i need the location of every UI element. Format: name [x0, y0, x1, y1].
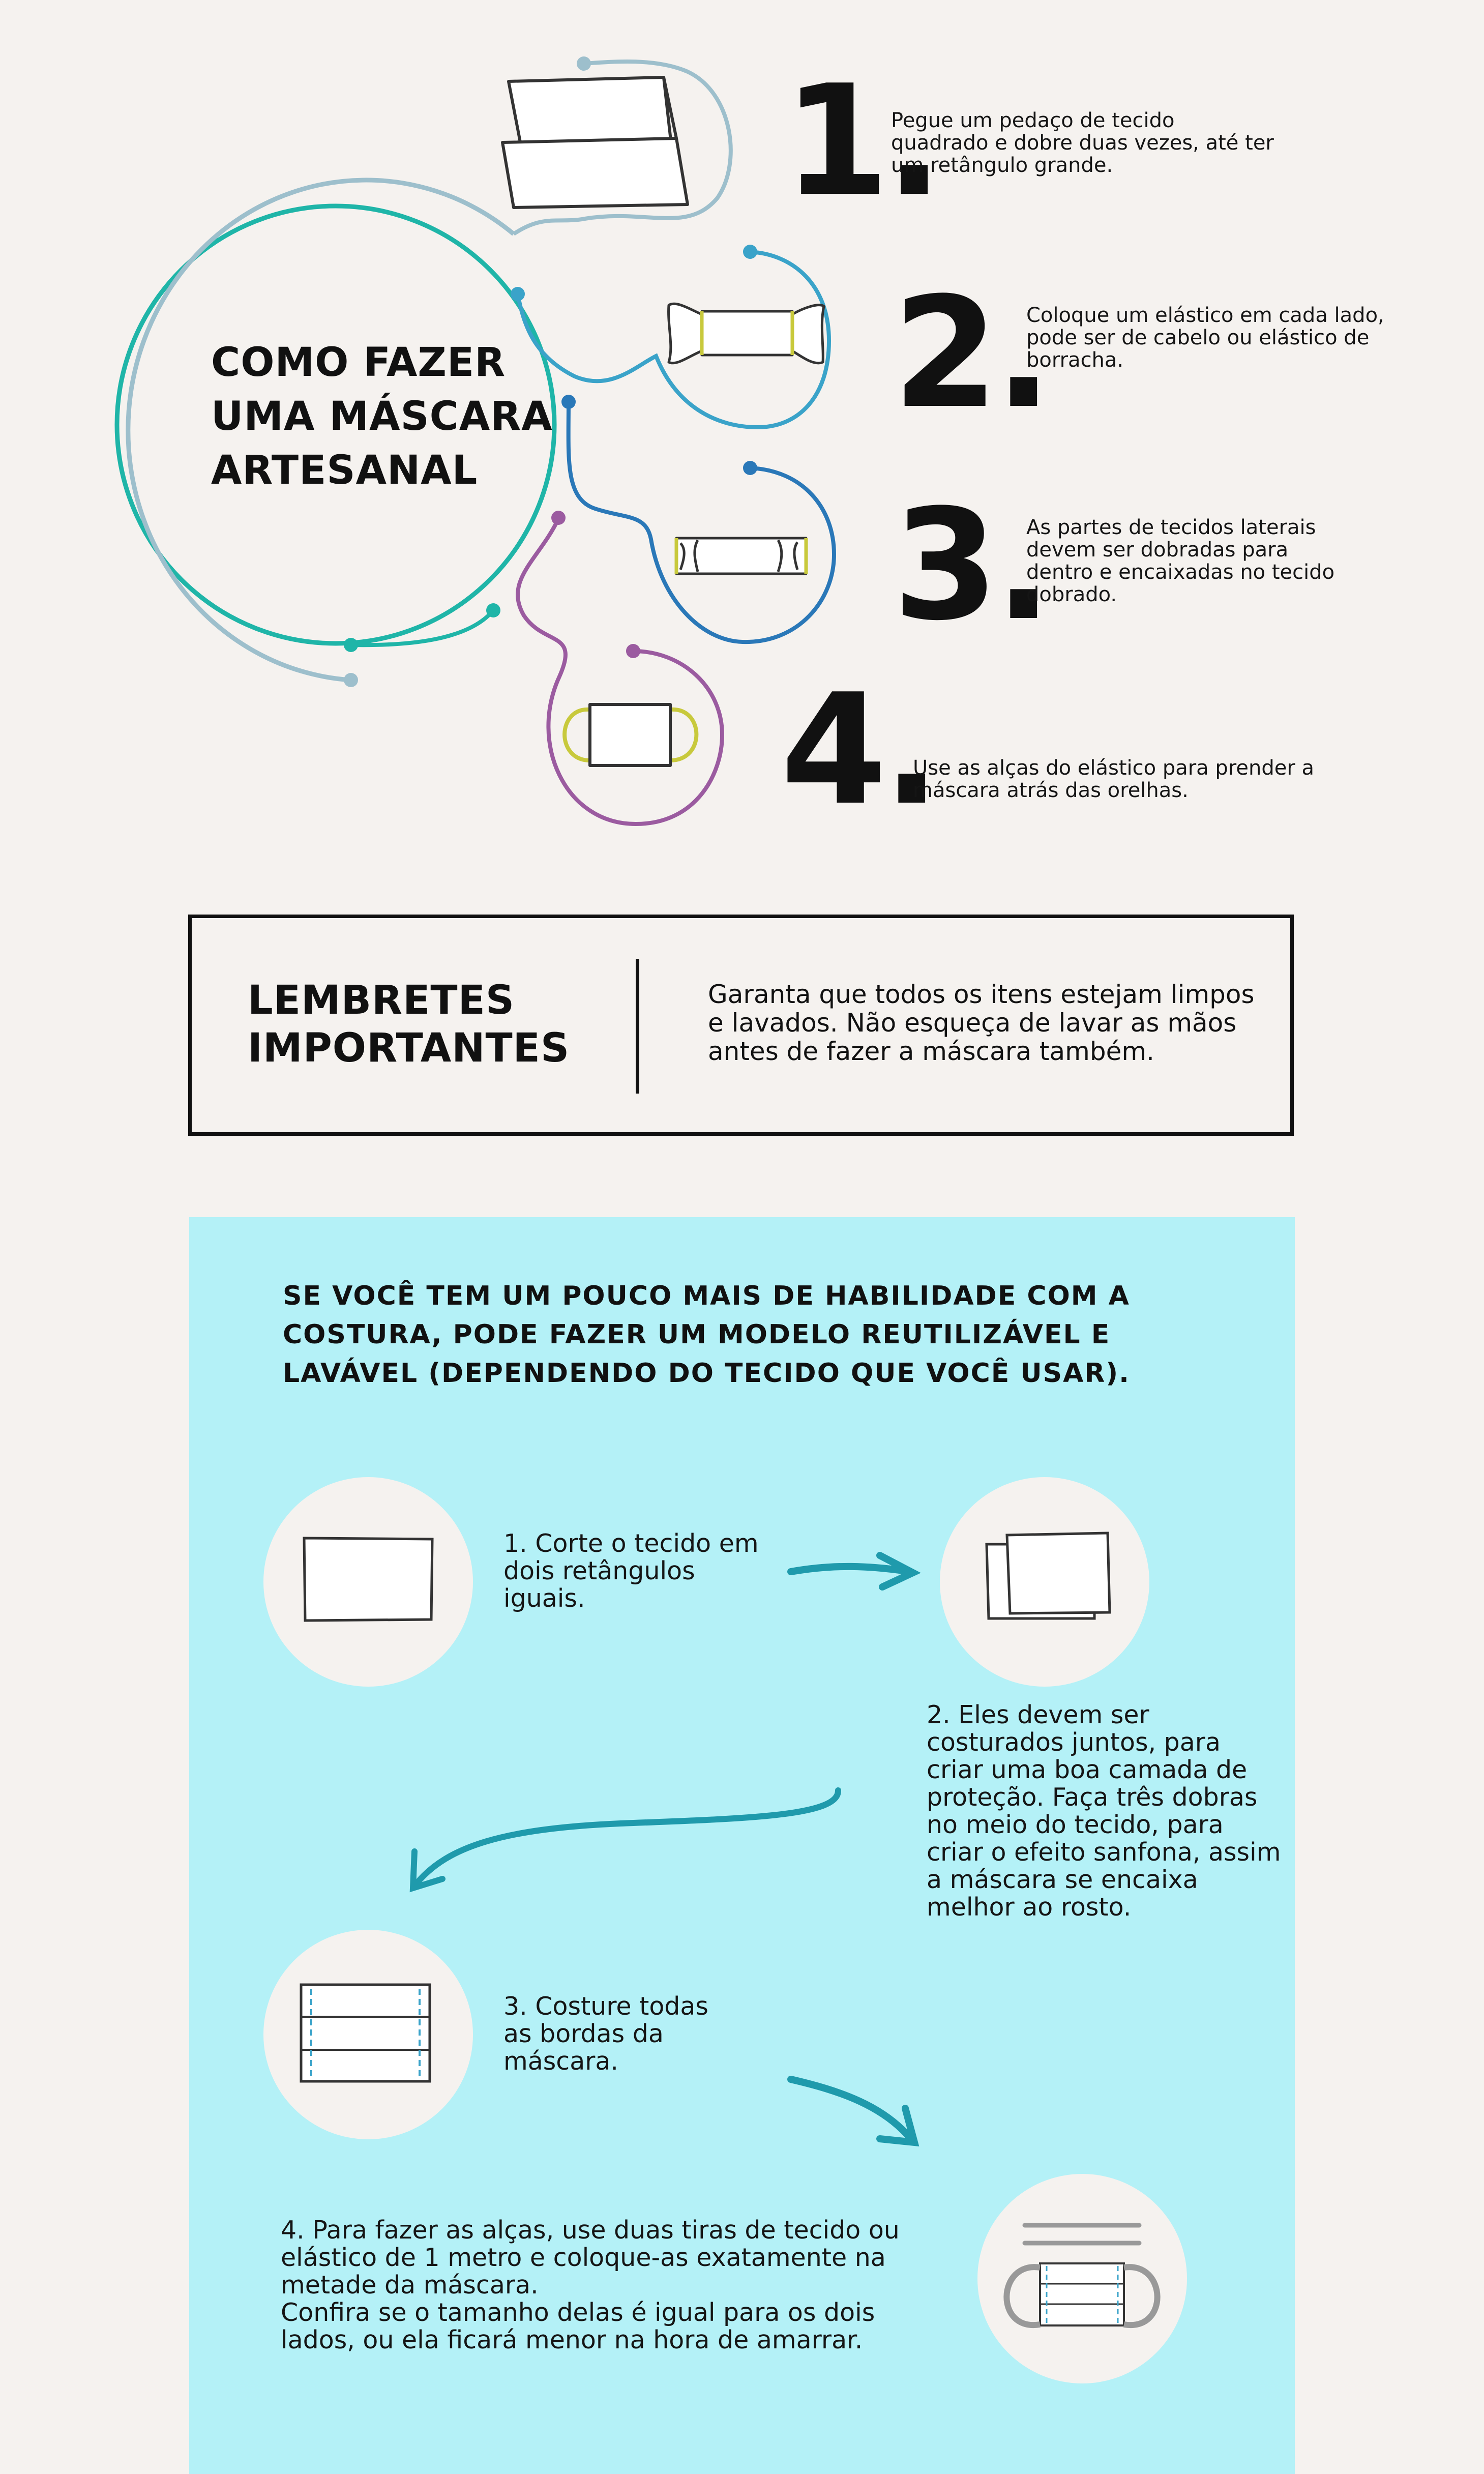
- step4-number: 4.: [781, 661, 937, 839]
- outer-arc-dot: [344, 673, 358, 687]
- folded-fabric-icon: [502, 77, 688, 208]
- sew-step2-text: 2. Eles devem ser costurados juntos, para criar uma boa camada de proteção. Faça três dobras no meio do tecido, para criar o efeito sanfona, assim a máscara se encaixa melhor ao rosto.: [927, 1700, 1281, 1922]
- sew-step2-circle: [940, 1477, 1149, 1687]
- step3-number: 3.: [893, 477, 1049, 654]
- fabric-with-elastic-icon: [669, 304, 824, 363]
- step2-text: Coloque um elástico em cada lado, pode ser de cabelo ou elástico de borracha.: [1026, 304, 1384, 372]
- sew-step3-circle: [263, 1930, 473, 2139]
- step1-dot: [577, 56, 591, 71]
- reminder-title: [248, 977, 604, 1072]
- reminder-box: [188, 915, 1294, 1136]
- sew-step1-text: 1. Corte o tecido em dois retângulos iguais.: [503, 1529, 759, 1613]
- step4-dot-b: [626, 644, 640, 658]
- sew-step1-circle: [263, 1477, 473, 1687]
- step4-text: Use as alças do elástico para prender a máscara atrás das orelhas.: [913, 756, 1314, 802]
- reminder-text: Garanta que todos os itens estejam limpos e lavados. Não esqueça de lavar as mãos antes de fazer a máscara também.: [708, 980, 1255, 1066]
- step3-text: As partes de tecidos laterais devem ser dobradas para dentro e encaixadas no tecido dobrado.: [1026, 516, 1335, 606]
- reminder-divider: [636, 959, 639, 1094]
- sew-step4-circle: [977, 2174, 1187, 2383]
- step2-dot-b: [743, 245, 757, 259]
- sew-step4-text: 4. Para fazer as alças, use duas tiras de tecido ou elástico de 1 metro e coloque-as exatamente na metade da máscara. Confira se o tamanho delas é igual para os dois lados, ou ela ficará menor na hora de amarrar.: [281, 2216, 900, 2354]
- step3-connector: [569, 402, 834, 642]
- step3-dot-b: [743, 461, 757, 475]
- teal-dot-a: [344, 638, 358, 652]
- step1-text: Pegue um pedaço de tecido quadrado e dobre duas vezes, até ter um retângulo grande.: [891, 109, 1274, 177]
- sewing-header: SE VOCÊ TEM UM POUCO MAIS DE HABILIDADE COM A COSTURA, PODE FAZER UM MODELO REUTILIZÁVEL E LAVÁVEL (DEPENDENDO DO TECIDO QUE VOCÊ USAR).: [283, 1281, 1130, 1389]
- finished-mask-icon: [565, 704, 696, 765]
- step2-number: 2.: [893, 264, 1049, 442]
- teal-dot-b: [486, 603, 500, 617]
- sew-step3-text: 3. Costure todas as bordas da máscara.: [503, 1992, 708, 2076]
- page-title: COMO FAZER UMA MÁSCARA ARTESANAL: [211, 340, 553, 493]
- step2-dot-a: [511, 287, 525, 301]
- reminder-title-text: LEMBRETES IMPORTANTES: [248, 978, 570, 1071]
- step4-dot-a: [551, 511, 566, 525]
- step1-number: 1.: [783, 52, 939, 230]
- folded-sides-icon: [676, 538, 806, 574]
